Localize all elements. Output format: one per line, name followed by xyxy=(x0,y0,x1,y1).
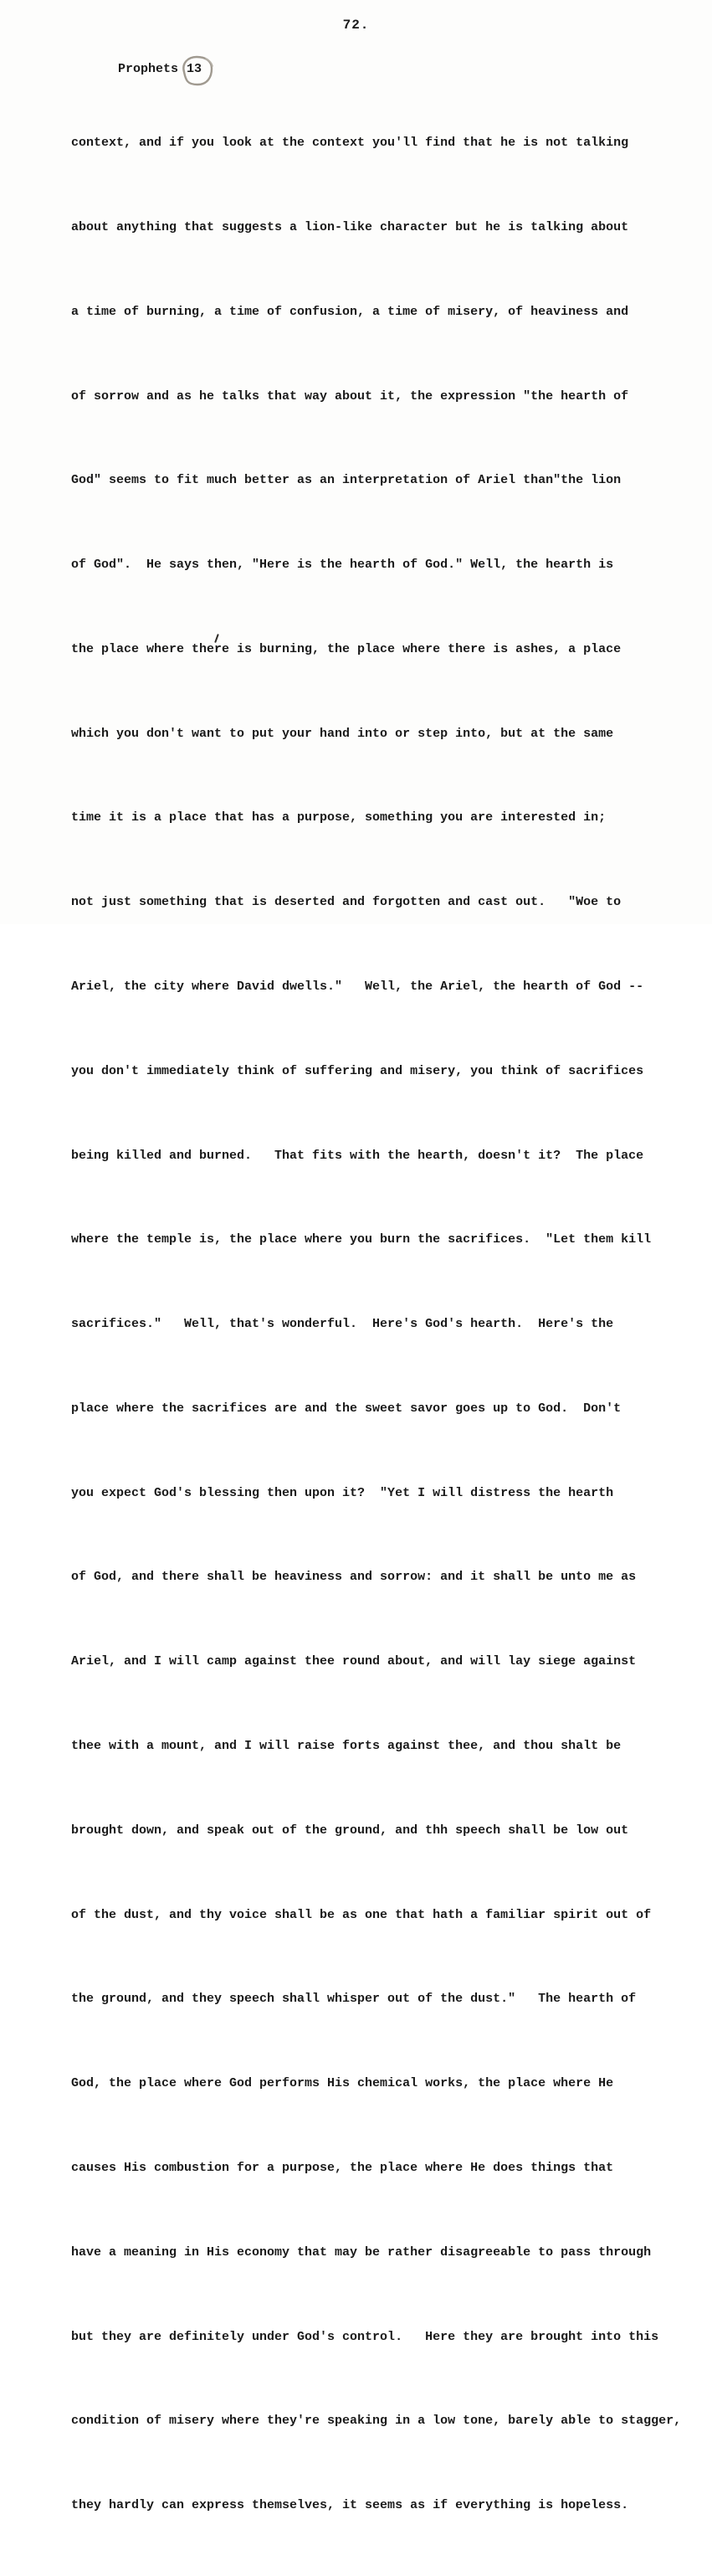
text-line: time it is a place that has a purpose, something you are interested in; xyxy=(71,810,607,825)
text-line: you don't immediately think of suffering and misery, you think of sacrifices xyxy=(71,1063,644,1078)
text-line: of the dust, and thy voice shall be as one that hath a familiar spirit out of xyxy=(71,1907,652,1922)
text-line: of God". He says then, "Here is the hearth of God." Well, the hearth is xyxy=(71,558,614,573)
text-line: God, the place where God performs His chemical works, the place where He xyxy=(71,2076,614,2091)
text-line: about anything that suggests a lion-like character but he is talking about xyxy=(71,219,629,234)
text-line: thee with a mount, and I will raise forts against thee, and thou shalt be xyxy=(71,1739,622,1754)
text-line: context, and if you look at the context you'll find that he is not talking xyxy=(71,136,629,151)
text-line: a time of burning, a time of confusion, a time of misery, of heaviness and xyxy=(71,304,629,319)
text-line: the place where there is burning, the place where there is ashes, a place xyxy=(71,641,622,656)
circled-lecture-number xyxy=(187,62,202,76)
text-line: of God, and there shall be heaviness and sorrow: and it shall be unto me as xyxy=(71,1570,637,1585)
text-line: causes His combustion for a purpose, the place where He does things that xyxy=(71,2160,614,2175)
text-line: where the temple is, the place where you burn the sacrifices. "Let them kill xyxy=(71,1232,652,1247)
text-line: brought down, and speak out of the ground, and thh speech shall be low out xyxy=(71,1823,629,1838)
text-line: Ariel, and I will camp against thee round about, and will lay siege against xyxy=(71,1654,637,1669)
text-line: of sorrow and as he talks that way about it, the expression "the hearth of xyxy=(71,388,629,404)
text-line: being killed and burned. That fits with the hearth, doesn't it? The place xyxy=(71,1148,644,1163)
typewritten-body xyxy=(71,73,681,2576)
text-line: you expect God's blessing then upon it? "Yet I will distress the hearth xyxy=(71,1485,614,1500)
heading-number: 13 xyxy=(187,62,202,76)
heading-label: Prophets xyxy=(118,62,179,76)
text-line: not just something that is deserted and forgotten and cast out. "Woe to xyxy=(71,895,622,910)
text-line: but they are definitely under God's control. Here they are brought into this xyxy=(71,2329,659,2344)
text-line: the ground, and they speech shall whisper out of the dust." The hearth of xyxy=(71,1992,637,2007)
text-line: sacrifices." Well, that's wonderful. Here's God's hearth. Here's the xyxy=(71,1317,614,1332)
page-number: 72. xyxy=(342,18,370,33)
text-line: they hardly can express themselves, it seems as if everything is hopeless. xyxy=(71,2498,629,2513)
text-line: God" seems to fit much better as an interpretation of Ariel than"the lion xyxy=(71,473,622,488)
text-line: Ariel, the city where David dwells." Well, the Ariel, the hearth of God -- xyxy=(71,979,644,994)
text-line: place where the sacrifices are and the sweet savor goes up to God. Don't xyxy=(71,1401,622,1416)
text-line: which you don't want to put your hand into or step into, but at the same xyxy=(71,726,614,741)
text-line: condition of misery where they're speaking in a low tone, barely able to stagger, xyxy=(71,2414,682,2429)
text-line: have a meaning in His economy that may be rather disagreeable to pass through xyxy=(71,2244,652,2260)
